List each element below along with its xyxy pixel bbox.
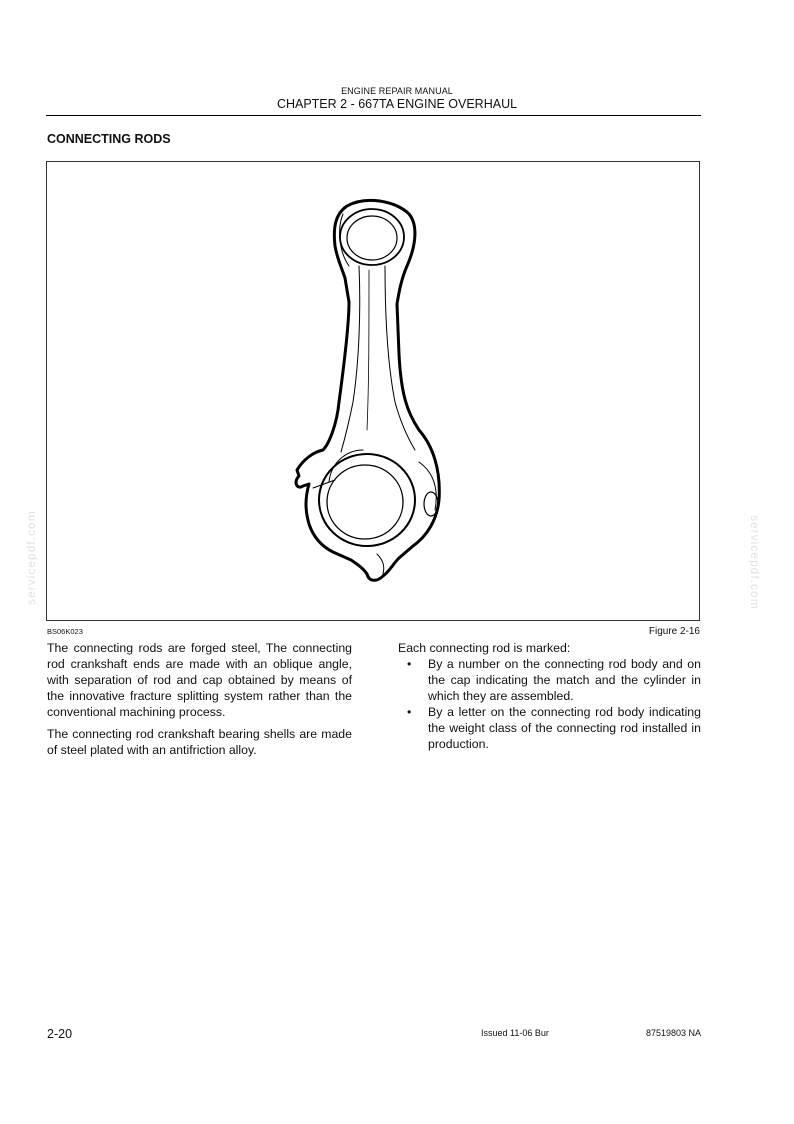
rod-outline bbox=[296, 200, 439, 580]
header-divider bbox=[46, 115, 701, 116]
bullet-icon: • bbox=[407, 657, 412, 671]
left-text-column bbox=[47, 640, 352, 764]
small-end-bore bbox=[340, 209, 404, 265]
paragraph-forging: The connecting rods are forged steel, The connecting rod crankshaft ends are made with an oblique angle, with separation of rod and cap obtained by means of the innovative fracture splitting system rather than the conventional machining process. bbox=[47, 641, 352, 719]
figure-number: Figure 2-16 bbox=[648, 626, 700, 637]
issue-info: Issued 11-06 Bur bbox=[481, 1028, 549, 1038]
manual-title: ENGINE REPAIR MANUAL bbox=[341, 86, 453, 96]
paragraph-bearing-shells: The connecting rod crankshaft bearing shells are made of steel plated with an antifriction alloy. bbox=[47, 727, 352, 757]
list-item bbox=[398, 704, 701, 752]
list-item-text: By a letter on the connecting rod body indicating the weight class of the connecting rod installed in production. bbox=[428, 705, 701, 751]
right-text-column bbox=[398, 640, 701, 752]
figure-reference-code: BS06K023 bbox=[47, 627, 83, 636]
chapter-title: CHAPTER 2 - 667TA ENGINE OVERHAUL bbox=[276, 97, 518, 111]
bullet-icon: • bbox=[407, 705, 412, 719]
connecting-rod-illustration bbox=[47, 162, 701, 622]
list-item bbox=[398, 656, 701, 704]
list-item-text: By a number on the connecting rod body and on the cap indicating the match and the cylinder in which they are assembled. bbox=[428, 657, 701, 703]
watermark-right: servicepdf.com bbox=[748, 515, 762, 610]
marking-intro: Each connecting rod is marked: bbox=[398, 641, 571, 655]
figure-frame bbox=[46, 161, 700, 621]
watermark-left: servicepdf.com bbox=[24, 510, 38, 605]
section-heading: CONNECTING RODS bbox=[47, 132, 171, 146]
document-code: 87519803 NA bbox=[645, 1028, 701, 1038]
marking-list bbox=[398, 656, 701, 752]
page-number: 2-20 bbox=[47, 1027, 73, 1041]
